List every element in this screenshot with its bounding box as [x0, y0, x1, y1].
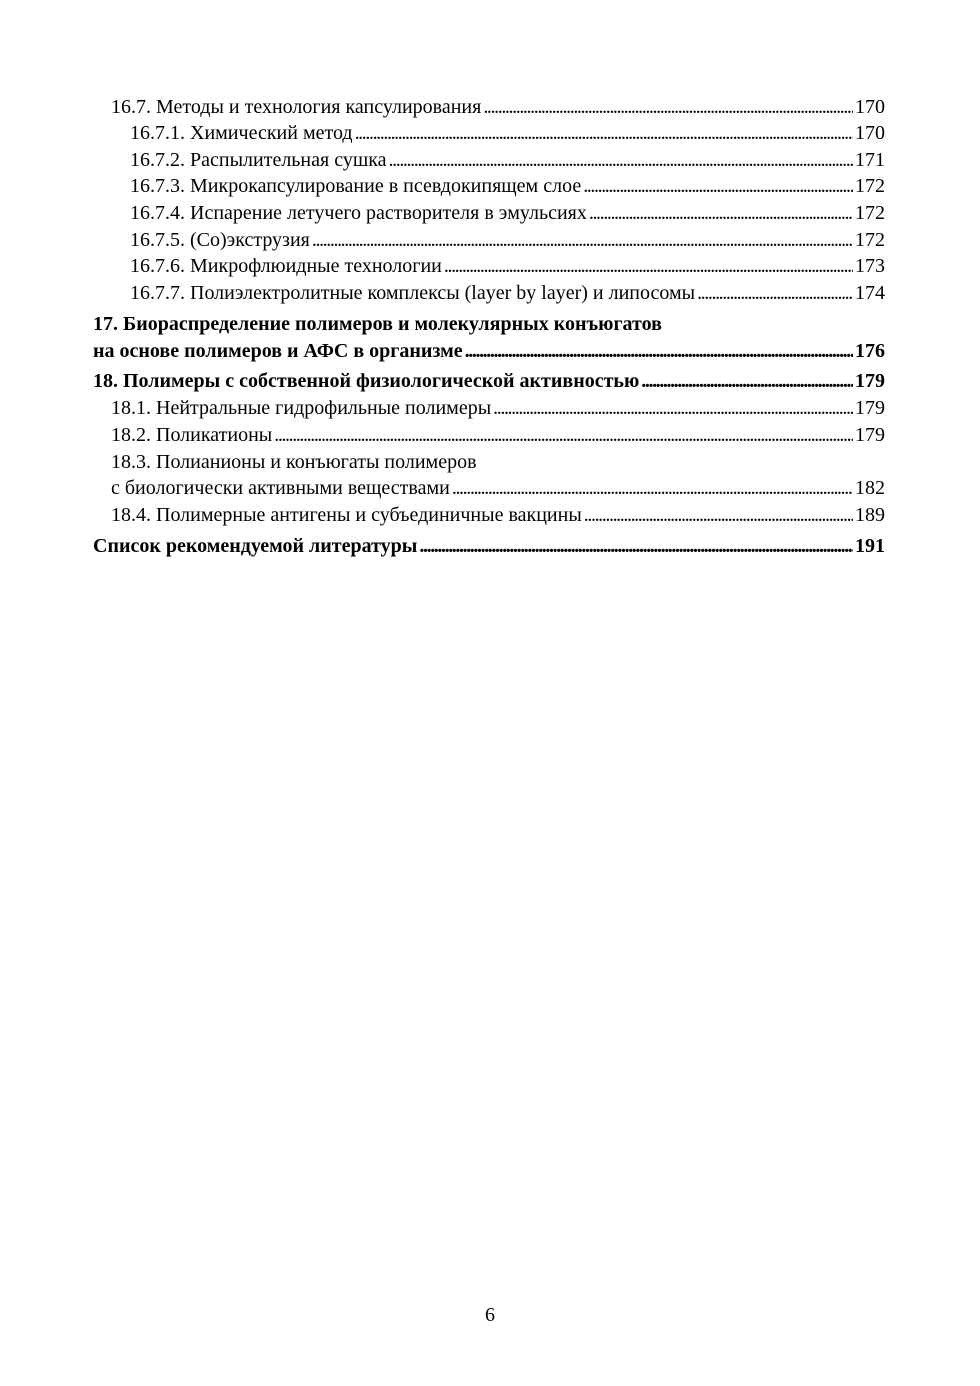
- toc-entry-line1[interactable]: [111, 449, 885, 475]
- toc-entry[interactable]: [130, 147, 885, 173]
- dot-leader: [452, 475, 853, 501]
- toc-entry[interactable]: [93, 338, 885, 364]
- toc-entry-line1[interactable]: [93, 311, 885, 337]
- toc-title: 16.7.2. Распылительная сушка: [130, 149, 387, 171]
- toc-page: 179: [855, 397, 885, 419]
- toc-entry[interactable]: [111, 395, 885, 421]
- toc-entry[interactable]: [111, 475, 885, 501]
- toc-page: 189: [855, 504, 885, 526]
- toc-page: 172: [855, 175, 885, 197]
- dot-leader: [444, 253, 853, 279]
- dot-leader: [583, 173, 853, 199]
- toc-title: 16.7.4. Испарение летучего растворителя в эмульсиях: [130, 202, 587, 224]
- toc-entry[interactable]: [93, 533, 885, 559]
- toc-entry[interactable]: [130, 173, 885, 199]
- toc-title: Список рекомендуемой литературы: [93, 535, 418, 557]
- toc-title: 16.7.7. Полиэлектролитные комплексы (layer by layer) и липосомы: [130, 282, 696, 304]
- dot-leader: [493, 395, 853, 421]
- toc-entry[interactable]: [111, 502, 885, 528]
- toc-entry[interactable]: [130, 227, 885, 253]
- toc-title: 18.1. Нейтральные гидрофильные полимеры: [111, 397, 492, 419]
- dot-leader: [589, 200, 853, 226]
- toc-entry[interactable]: [130, 200, 885, 226]
- toc-title: 18. Полимеры с собственной физиологической активностью: [93, 370, 640, 392]
- toc-title: 16.7.1. Химический метод: [130, 122, 353, 144]
- toc-title: 18.2. Поликатионы: [111, 424, 273, 446]
- toc-page: 170: [855, 122, 885, 144]
- toc-page: 179: [855, 370, 885, 392]
- toc-page: 174: [855, 282, 885, 304]
- dot-leader: [312, 227, 853, 253]
- dot-leader: [274, 422, 853, 448]
- dot-leader: [697, 280, 853, 306]
- toc-title: с биологически активными веществами: [111, 477, 450, 499]
- toc-page: 173: [855, 255, 885, 277]
- toc-page: 191: [855, 535, 885, 557]
- page-number: 6: [485, 1304, 495, 1326]
- toc-entry[interactable]: [130, 120, 885, 146]
- toc-entry[interactable]: [93, 368, 885, 394]
- dot-leader: [355, 120, 853, 146]
- toc-entry[interactable]: [130, 280, 885, 306]
- toc-title: на основе полимеров и АФС в организме: [93, 340, 463, 362]
- toc-entry[interactable]: [130, 253, 885, 279]
- toc-page: 171: [855, 149, 885, 171]
- dot-leader: [419, 533, 853, 559]
- dot-leader: [584, 502, 853, 528]
- toc-page: 179: [855, 424, 885, 446]
- dot-leader: [465, 338, 853, 364]
- toc-title: 18.3. Полианионы и конъюгаты полимеров: [111, 451, 477, 473]
- toc-page: 172: [855, 202, 885, 224]
- toc-title: 18.4. Полимерные антигены и субъединичные вакцины: [111, 504, 582, 526]
- toc-page: 182: [855, 477, 885, 499]
- toc-entry[interactable]: [111, 94, 885, 120]
- toc-page: 172: [855, 229, 885, 251]
- toc-page: 176: [855, 340, 885, 362]
- toc-title: 16.7.5. (Со)экструзия: [130, 229, 310, 251]
- toc-title: 16.7. Методы и технология капсулирования: [111, 96, 482, 118]
- dot-leader: [641, 368, 853, 394]
- dot-leader: [389, 147, 853, 173]
- toc-title: 16.7.6. Микрофлюидные технологии: [130, 255, 442, 277]
- dot-leader: [483, 94, 853, 120]
- toc-entry[interactable]: [111, 422, 885, 448]
- toc-title: 17. Биораспределение полимеров и молекулярных конъюгатов: [93, 313, 662, 335]
- toc-title: 16.7.3. Микрокапсулирование в псевдокипящем слое: [130, 175, 582, 197]
- toc-page: 170: [855, 96, 885, 118]
